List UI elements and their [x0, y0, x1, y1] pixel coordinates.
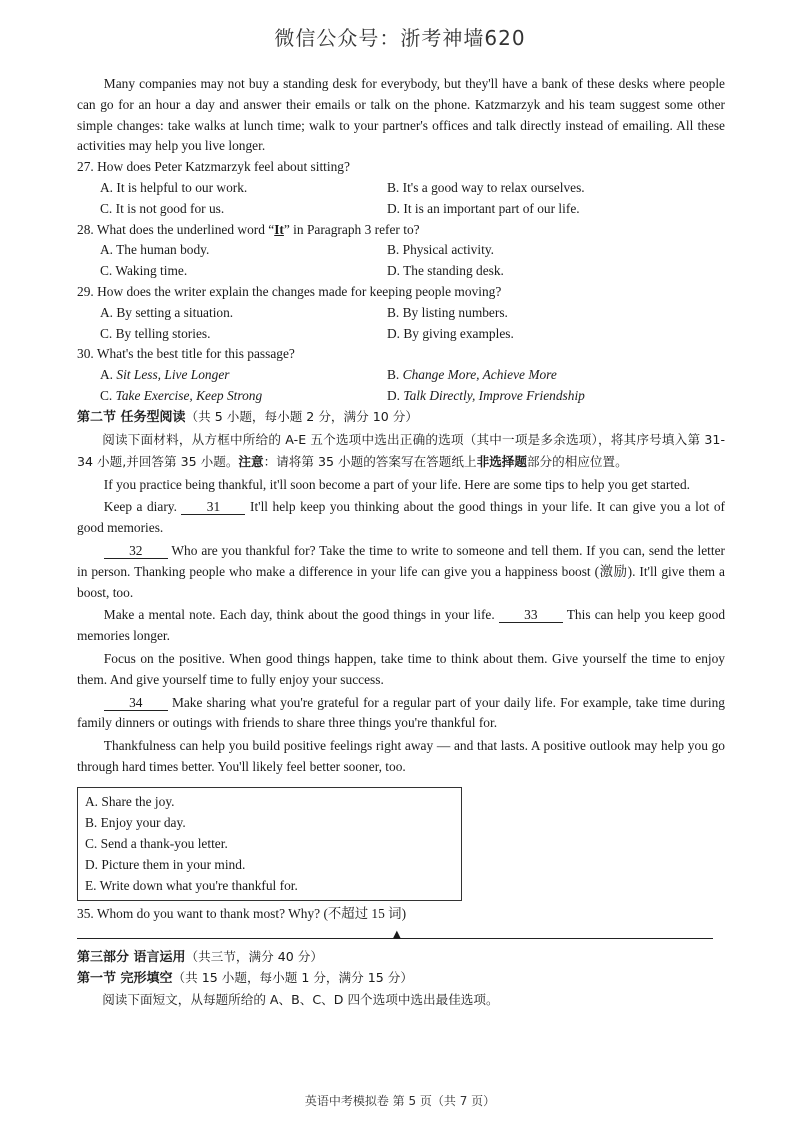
question-29 — [77, 282, 725, 344]
reading-paragraph-1: If you practice being thankful, it'll soon become a part of your life. Here are some tips to help you get started. — [103, 476, 691, 492]
option-a: A. It is helpful to our work. — [100, 179, 248, 195]
reading-paragraph-7: Thankfulness can help you build positive feelings right away — and that lasts. A positive outlook may help you go through hard times better. You'll likely feel better sooner, too. — [77, 738, 725, 774]
part-3-instructions: 阅读下面短文，从每题所给的 A、B、C、D 四个选项中选出最佳选项。 — [102, 992, 499, 1008]
option-c: C. Waking time. — [100, 263, 188, 279]
question-28 — [77, 220, 725, 282]
blank-33: 33 — [499, 607, 563, 623]
question-30 — [77, 344, 725, 406]
option-a: A. Sit Less, Live Longer — [100, 367, 230, 383]
option-b: B. By listing numbers. — [387, 304, 508, 320]
part-3-heading: 第三部分 语言运用（共三节，满分 40 分） — [77, 948, 323, 965]
question-stem: 30. What's the best title for this passage? — [77, 346, 295, 362]
option-a: A. The human body. — [100, 242, 210, 258]
answer-line[interactable] — [77, 927, 725, 945]
section-2-instructions: 阅读下面材料，从方框中所给的 A-E 五个选项中选出正确的选项（其中一项是多余选项），将其序号填入第 31-34 小题,并回答第 35 小题。注意：请将第 35 小题的答案写在答题纸上非选择题部分的相应位置。 — [77, 431, 725, 469]
page-footer: 英语中考模拟卷 第 5 页（共 7 页） — [304, 1094, 496, 1108]
question-27 — [77, 157, 725, 219]
option-c: C. Take Exercise, Keep Strong — [100, 387, 263, 403]
reading-paragraph-3: 32 Who are you thankful for? Take the time to write to someone and tell them. If you can, send the letter in person. Thanking people who make a difference in your life can give you a happiness boost (激励). It'll give them a boost, too. — [77, 542, 725, 600]
option-c: C. It is not good for us. — [100, 200, 225, 216]
part-3-section-1-heading: 第一节 完形填空（共 15 小题，每小题 1 分，满分 15 分） — [77, 970, 413, 987]
reading-paragraph-2: Keep a diary. 31 It'll help keep you thinking about the good things in your life. It can give you a lot of good memories. — [77, 499, 725, 536]
option-c: C. By telling stories. — [100, 325, 211, 341]
arrow-up-icon: ▲ — [393, 928, 401, 940]
page-content — [77, 74, 725, 1011]
section-2-heading: 第二节 任务型阅读（共 5 小题，每小题 2 分，满分 10 分） — [77, 408, 418, 425]
box-option-c: C. Send a thank-you letter. — [85, 835, 228, 851]
reading-paragraph-5: Focus on the positive. When good things happen, take time to think about them. Give yourself the time to enjoy them. And give yourself time to fully enjoy your success. — [77, 650, 725, 687]
blank-31: 31 — [181, 499, 245, 515]
question-stem: 28. What does the underlined word “It” in Paragraph 3 refer to? — [77, 221, 420, 237]
box-option-b: B. Enjoy your day. — [85, 814, 186, 830]
question-35: 35. Whom do you want to thank most? Why? (不超过 15 词) — [77, 905, 407, 921]
passage-paragraph: Many companies may not buy a standing desk for everybody, but they'll have a bank of these desks where people can go for an hour a day and answer their emails or talk on the phone. Katzmarzyk and his team suggest some other simple changes: take walks at lunch time; walk to your partner's offices and talk directly instead of emailing. All these activities may help you live longer. — [77, 76, 725, 154]
option-b: B. It's a good way to relax ourselves. — [387, 179, 585, 195]
option-d: D. Talk Directly, Improve Friendship — [387, 387, 585, 403]
reading-paragraph-6: 34 Make sharing what you're grateful for a regular part of your daily life. For example, take time during family dinners or outings with friends to share three things you're thankful for. — [77, 694, 725, 731]
question-stem: 27. How does Peter Katzmarzyk feel about sitting? — [77, 159, 350, 175]
question-stem: 29. How does the writer explain the changes made for keeping people moving? — [77, 283, 502, 299]
option-d: D. The standing desk. — [387, 263, 504, 279]
reading-paragraph-4: Make a mental note. Each day, think about the good things in your life. 33 This can help you keep good memories longer. — [77, 607, 726, 644]
box-option-d: D. Picture them in your mind. — [85, 856, 246, 872]
box-option-a: A. Share the joy. — [85, 793, 175, 809]
option-d: D. By giving examples. — [387, 325, 514, 341]
option-d: D. It is an important part of our life. — [387, 200, 580, 216]
blank-32: 32 — [104, 543, 168, 559]
box-option-e: E. Write down what you're thankful for. — [85, 877, 298, 893]
option-a: A. By setting a situation. — [100, 304, 234, 320]
options-box — [77, 787, 462, 901]
option-b: B. Physical activity. — [387, 242, 494, 258]
blank-34: 34 — [104, 695, 168, 711]
option-b: B. Change More, Achieve More — [387, 367, 557, 383]
page-header: 微信公众号：浙考神墙620 — [274, 26, 526, 50]
underlined-word: It — [274, 221, 284, 237]
